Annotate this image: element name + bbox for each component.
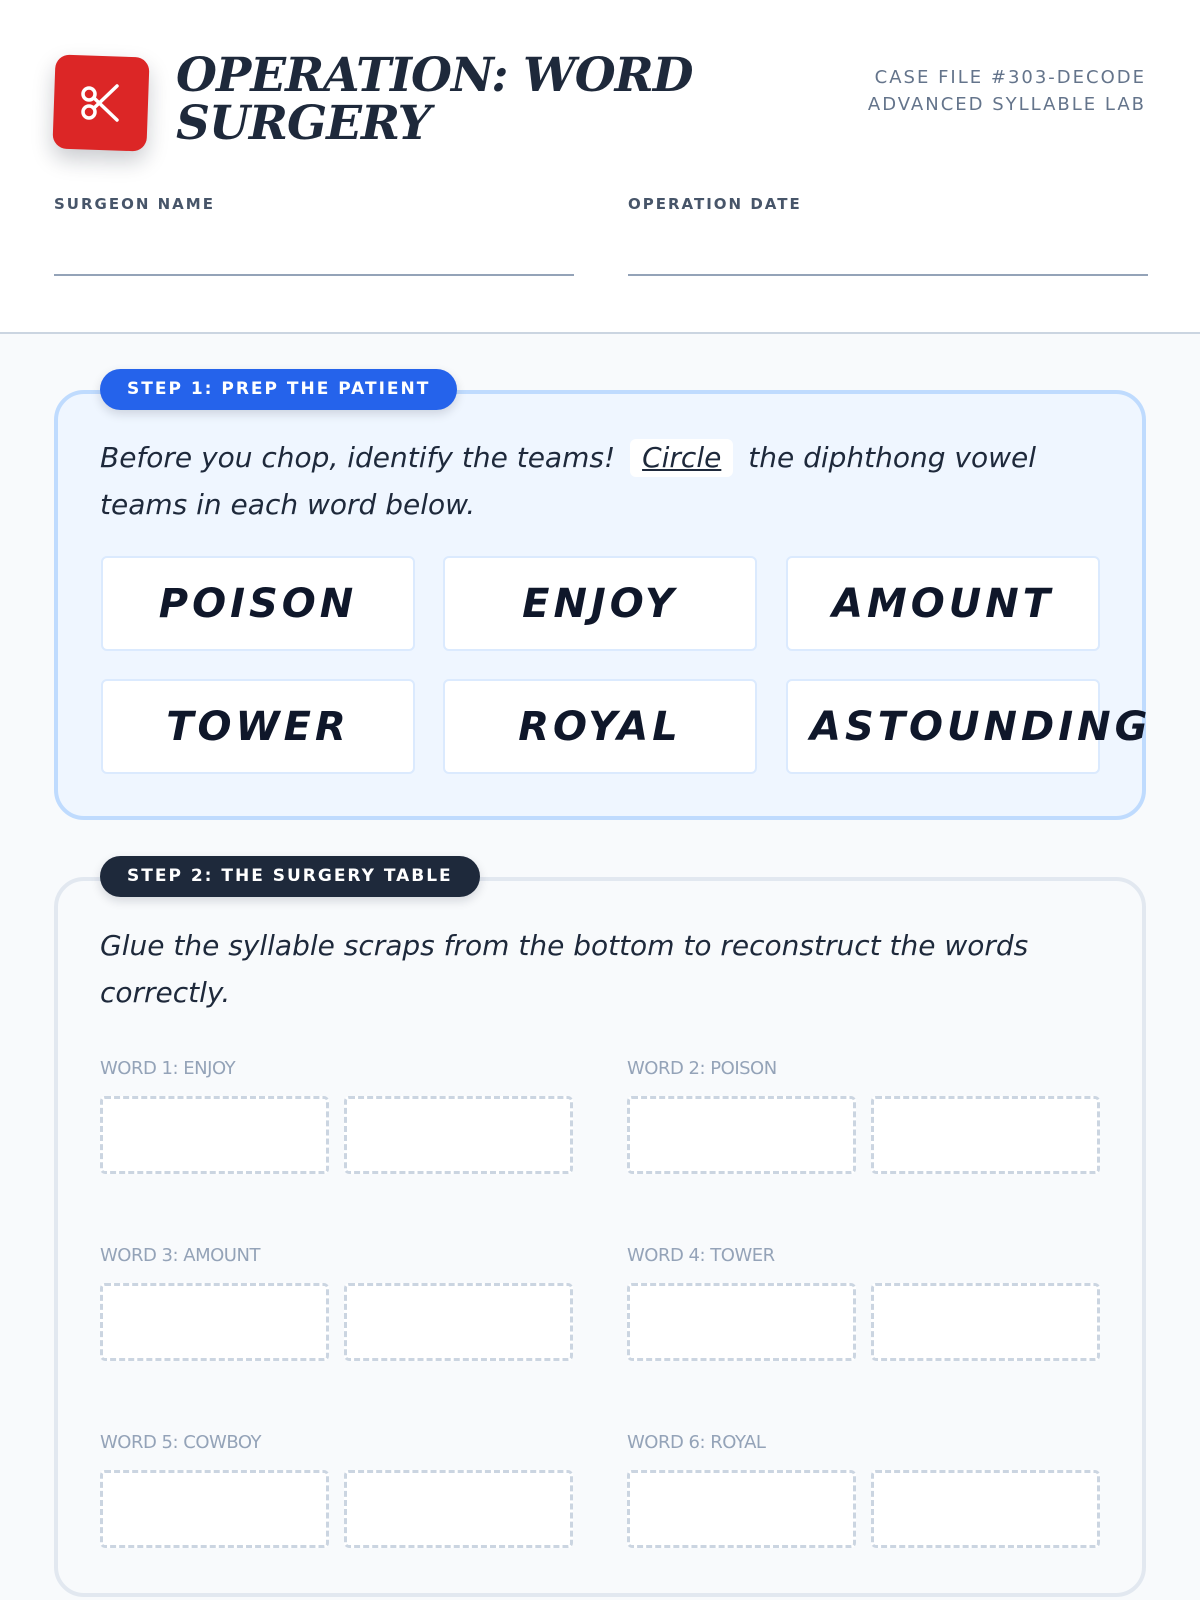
word-card[interactable] [101,556,415,651]
operation-date-field[interactable] [628,274,1148,276]
word-text: POISON [158,580,358,627]
word-text: ENJOY [522,580,678,627]
step2-badge: STEP 2: THE SURGERY TABLE [100,856,480,897]
syllable-drop-slot[interactable] [100,1470,329,1548]
scissors-icon [77,79,125,127]
worksheet-header [0,0,1200,334]
syllable-drop-slot[interactable] [100,1096,329,1174]
word-card[interactable] [101,679,415,774]
slot-label: WORD 6: ROYAL [627,1432,766,1453]
step2-instruction: Glue the syllable scraps from the bottom to reconstruct the words correctly. [100,929,1029,1009]
slot-label: WORD 5: COWBOY [100,1432,262,1453]
syllable-drop-slot[interactable] [627,1283,856,1361]
syllable-drop-slot[interactable] [344,1283,573,1361]
step1-badge: STEP 1: PREP THE PATIENT [100,369,457,410]
slot-label: WORD 2: POISON [627,1058,777,1079]
syllable-drop-slot[interactable] [627,1470,856,1548]
circle-highlight: Circle [630,439,733,477]
word-text: ASTOUNDING [810,703,1152,750]
slot-label: WORD 4: TOWER [627,1245,775,1266]
word-text: AMOUNT [831,580,1054,627]
slot-label: WORD 3: AMOUNT [100,1245,260,1266]
page-title: OPERATION: WORD SURGERY [176,48,693,151]
syllable-drop-slot[interactable] [344,1096,573,1174]
syllable-drop-slot[interactable] [871,1096,1100,1174]
syllable-drop-slot[interactable] [871,1470,1100,1548]
operation-date-label: OPERATION DATE [628,195,802,213]
case-file-info: CASE FILE #303-DECODE ADVANCED SYLLABLE LAB [867,67,1146,115]
step1-instruction [100,434,1060,528]
syllable-drop-slot[interactable] [100,1283,329,1361]
instruction-text: the diphthong vowel teams in each word below. [100,441,1037,521]
word-card[interactable] [443,679,757,774]
word-text: ROYAL [518,703,682,750]
surgeon-name-label: SURGEON NAME [54,195,215,213]
syllable-drop-slot[interactable] [871,1283,1100,1361]
logo-badge [52,54,149,151]
word-card[interactable] [443,556,757,651]
syllable-drop-slot[interactable] [344,1470,573,1548]
slot-label: WORD 1: ENJOY [100,1058,236,1079]
instruction-text: Before you chop, identify the teams! [100,441,616,474]
word-card[interactable] [786,679,1152,774]
syllable-drop-slot[interactable] [627,1096,856,1174]
word-card[interactable] [786,556,1100,651]
word-text: TOWER [166,703,350,750]
surgeon-name-field[interactable] [54,274,574,276]
